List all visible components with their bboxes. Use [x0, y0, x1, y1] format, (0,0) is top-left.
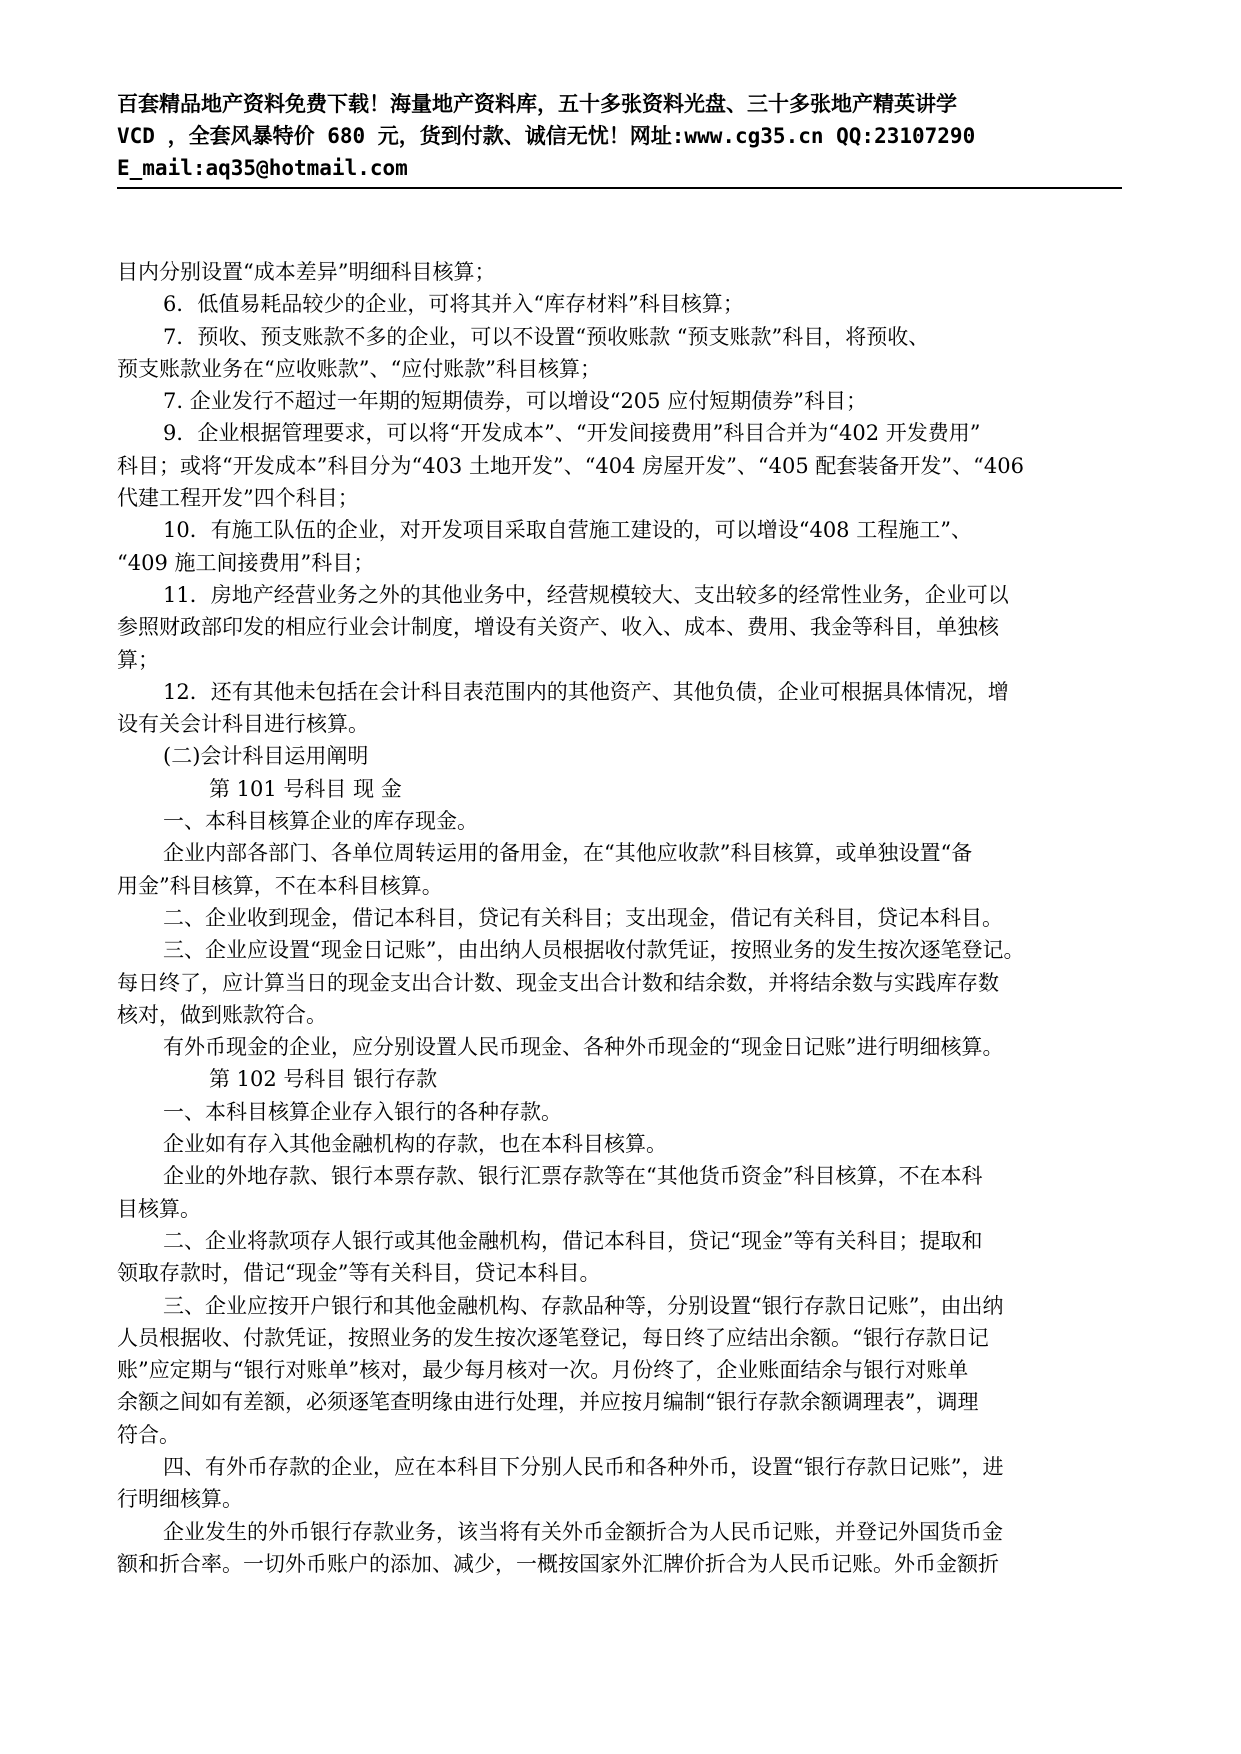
- body-line: 预支账款业务在“应收账款”、“应付账款”科目核算；: [117, 356, 601, 381]
- body-line: 账”应定期与“银行对账单”核对，最少每月核对一次。月份终了，企业账面结余与银行对账单: [117, 1358, 969, 1383]
- body-line: 9．企业根据管理要求，可以将“开发成本”、“开发间接费用”科目合并为“402 开发费用”: [163, 421, 981, 446]
- header-line: E_mail:aq35@hotmail.com: [117, 156, 408, 180]
- body-line: 目内分别设置“成本差异”明细科目核算；: [117, 260, 496, 284]
- body-line: 11．房地产经营业务之外的其他业务中，经营规模较大、支出较多的经常性业务，企业可以: [163, 582, 1009, 607]
- body-line: 代建工程开发”四个科目；: [117, 486, 359, 511]
- body-line: 三、企业应设置“现金日记账”，由出纳人员根据收付款凭证，按照业务的发生按次逐笔登记。: [163, 938, 1025, 963]
- document-body: [117, 256, 1157, 1580]
- body-line: 第 101 号科目 现 金: [209, 776, 402, 801]
- body-line: 科目；或将“开发成本”科目分为“403 土地开发”、“404 房屋开发”、“405 配套装备开发”、“406: [117, 453, 1024, 478]
- body-line: 行明细核算。: [117, 1487, 243, 1512]
- body-line: 7．预收、预支账款不多的企业，可以不设置“预收账款 “预支账款”科目，将预收、: [163, 324, 930, 349]
- header-divider: [117, 187, 1122, 189]
- body-line: 6．低值易耗品较少的企业，可将其并入“库存材料”科目核算；: [163, 292, 744, 317]
- body-line: 二、企业将款项存人银行或其他金融机构，借记本科目，贷记“现金”等有关科目；提取和: [163, 1228, 983, 1253]
- body-line: 核对，做到账款符合。: [117, 1002, 327, 1027]
- body-line: 设有关会计科目进行核算。: [117, 712, 369, 737]
- body-line: 企业发生的外币银行存款业务，该当将有关外币金额折合为人民币记账，并登记外国货币金: [163, 1519, 1003, 1544]
- body-line: 企业内部各部门、各单位周转运用的备用金，在“其他应收款”科目核算，或单独设置“备: [163, 841, 973, 866]
- body-line: 第 102 号科目 银行存款: [209, 1067, 438, 1092]
- body-line: 企业如有存入其他金融机构的存款，也在本科目核算。: [163, 1132, 667, 1157]
- body-line: 二、企业收到现金，借记本科目，贷记有关科目；支出现金，借记有关科目，贷记本科目。: [163, 905, 1003, 930]
- body-line: 有外币现金的企业，应分别设置人民币现金、各种外币现金的“现金日记账”进行明细核算。: [163, 1035, 1004, 1060]
- page-header: [117, 88, 1117, 184]
- body-line: 每日终了，应计算当日的现金支出合计数、现金支出合计数和结余数，并将结余数与实践库存数: [117, 970, 999, 995]
- body-line: 10．有施工队伍的企业，对开发项目采取自营施工建设的，可以增设“408 工程施工”、: [163, 518, 972, 543]
- body-line: 一、本科目核算企业存入银行的各种存款。: [163, 1099, 562, 1124]
- body-line: 12．还有其他未包括在会计科目表范围内的其他资产、其他负债，企业可根据具体情况，增: [163, 679, 1009, 704]
- body-line: 符合。: [117, 1422, 180, 1447]
- body-line: 三、企业应按开户银行和其他金融机构、存款品种等，分别设置“银行存款日记账”，由出纳: [163, 1293, 1004, 1318]
- body-line: 一、本科目核算企业的库存现金。: [163, 809, 478, 834]
- body-line: 目核算。: [117, 1196, 201, 1221]
- header-line: 百套精品地产资料免费下载！海量地产资料库，五十多张资料光盘、三十多张地产精英讲学: [117, 92, 957, 116]
- body-line: 参照财政部印发的相应行业会计制度，增设有关资产、收入、成本、费用、我金等科目，单独核: [117, 615, 999, 640]
- body-line: 7. 企业发行不超过一年期的短期债券，可以增设“205 应付短期债券”科目；: [163, 389, 867, 414]
- body-line: 用金”科目核算，不在本科目核算。: [117, 873, 443, 898]
- body-line: 领取存款时，借记“现金”等有关科目，贷记本科目。: [117, 1261, 601, 1286]
- body-line: (二)会计科目运用阐明: [163, 744, 369, 769]
- body-line: 企业的外地存款、银行本票存款、银行汇票存款等在“其他货币资金”科目核算，不在本科: [163, 1164, 983, 1189]
- body-line: “409 施工间接费用”科目；: [117, 550, 375, 575]
- body-line: 算；: [117, 647, 159, 672]
- header-line: VCD ，全套风暴特价 680 元，货到付款、诚信无忧！网址:www.cg35.cn QQ:23107290: [117, 124, 976, 148]
- body-line: 额和折合率。一切外币账户的添加、减少，一概按国家外汇牌价折合为人民币记账。外币金额折: [117, 1551, 999, 1576]
- body-line: 人员根据收、付款凭证，按照业务的发生按次逐笔登记，每日终了应结出余额。“银行存款日记: [117, 1325, 989, 1350]
- body-line: 四、有外币存款的企业，应在本科目下分别人民币和各种外币，设置“银行存款日记账”，进: [163, 1454, 1004, 1479]
- body-line: 余额之间如有差额，必须逐笔查明缘由进行处理，并应按月编制“银行存款余额调理表”，调理: [117, 1390, 979, 1415]
